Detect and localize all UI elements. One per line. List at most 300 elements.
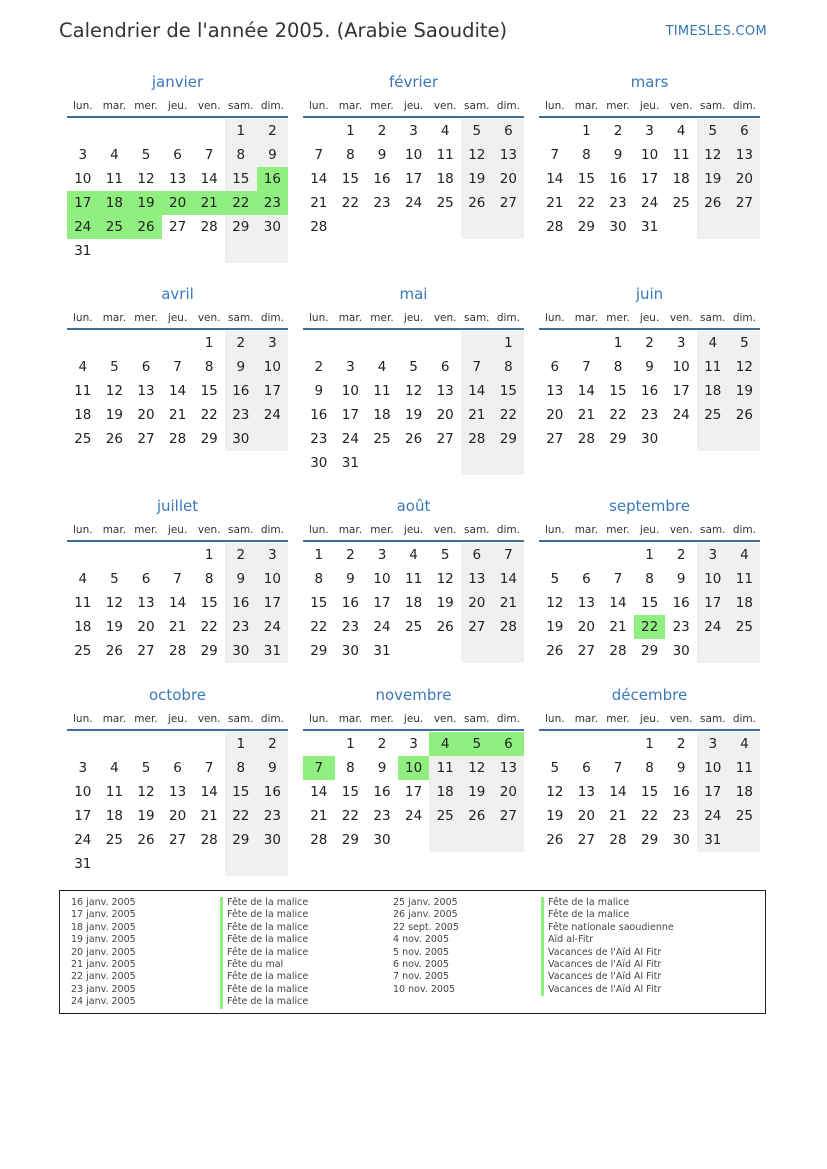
day-cell[interactable]: 2 — [225, 331, 257, 355]
day-cell[interactable]: 4 — [110, 760, 119, 776]
day-cell[interactable]: 3 — [78, 760, 88, 776]
day-cell[interactable]: 28 — [310, 219, 328, 235]
day-cell[interactable]: 5 — [461, 732, 493, 756]
day-cell[interactable]: 23 — [373, 195, 391, 211]
day-cell[interactable]: 3 — [257, 543, 289, 567]
day-cell[interactable]: 4 — [110, 147, 119, 163]
day-cell[interactable]: 17 — [672, 383, 690, 399]
day-cell[interactable]: 2 — [225, 543, 257, 567]
day-cell[interactable]: 13 — [436, 383, 454, 399]
day-cell[interactable]: 25 — [672, 195, 690, 211]
day-cell[interactable]: 1 — [613, 335, 623, 351]
day-cell[interactable]: 11 — [697, 355, 729, 379]
day-cell[interactable]: 8 — [204, 571, 214, 587]
day-cell[interactable]: 17 — [74, 808, 92, 824]
day-cell[interactable]: 10 — [257, 355, 289, 379]
day-cell[interactable]: 22 — [225, 804, 257, 828]
day-cell[interactable]: 27 — [169, 832, 187, 848]
day-cell[interactable]: 17 — [405, 784, 423, 800]
day-cell[interactable]: 10 — [398, 756, 430, 780]
day-cell[interactable]: 12 — [436, 571, 454, 587]
day-cell[interactable]: 23 — [225, 403, 257, 427]
day-cell[interactable]: 30 — [641, 431, 659, 447]
day-cell[interactable]: 28 — [546, 219, 564, 235]
day-cell[interactable]: 25 — [74, 643, 92, 659]
day-cell[interactable]: 2 — [257, 119, 289, 143]
day-cell[interactable]: 22 — [200, 407, 218, 423]
day-cell[interactable]: 17 — [341, 407, 359, 423]
day-cell[interactable]: 26 — [461, 191, 493, 215]
day-cell[interactable]: 8 — [493, 355, 525, 379]
day-cell[interactable]: 1 — [645, 547, 654, 563]
day-cell[interactable]: 9 — [645, 359, 654, 375]
day-cell[interactable]: 15 — [200, 383, 218, 399]
day-cell[interactable]: 27 — [493, 191, 525, 215]
day-cell[interactable]: 3 — [257, 331, 289, 355]
day-cell[interactable]: 5 — [697, 119, 729, 143]
day-cell[interactable]: 10 — [697, 756, 729, 780]
day-cell[interactable]: 25 — [697, 403, 729, 427]
day-cell[interactable]: 9 — [257, 756, 289, 780]
day-cell[interactable]: 29 — [225, 828, 257, 852]
day-cell[interactable]: 22 — [609, 407, 627, 423]
day-cell[interactable]: 13 — [137, 383, 155, 399]
day-cell[interactable]: 2 — [377, 123, 387, 139]
day-cell[interactable]: 21 — [577, 407, 595, 423]
day-cell[interactable]: 4 — [429, 732, 461, 756]
day-cell[interactable]: 12 — [546, 784, 564, 800]
day-cell[interactable]: 29 — [200, 431, 218, 447]
day-cell[interactable]: 17 — [697, 780, 729, 804]
day-cell[interactable]: 14 — [169, 595, 187, 611]
day-cell[interactable]: 22 — [493, 403, 525, 427]
day-cell[interactable]: 20 — [169, 808, 187, 824]
day-cell[interactable]: 6 — [582, 760, 591, 776]
day-cell[interactable]: 18 — [373, 407, 391, 423]
day-cell[interactable]: 5 — [110, 359, 119, 375]
day-cell[interactable]: 21 — [310, 808, 328, 824]
day-cell[interactable]: 6 — [493, 119, 525, 143]
day-cell[interactable]: 11 — [729, 756, 761, 780]
day-cell[interactable]: 13 — [169, 171, 187, 187]
day-cell[interactable]: 3 — [697, 543, 729, 567]
day-cell[interactable]: 17 — [641, 171, 659, 187]
day-cell[interactable]: 25 — [373, 431, 391, 447]
day-cell[interactable]: 26 — [729, 403, 761, 427]
day-cell[interactable]: 27 — [169, 219, 187, 235]
day-cell[interactable]: 19 — [546, 619, 564, 635]
day-cell[interactable]: 19 — [697, 167, 729, 191]
day-cell[interactable]: 17 — [257, 591, 289, 615]
day-cell[interactable]: 28 — [200, 832, 218, 848]
day-cell[interactable]: 22 — [310, 619, 328, 635]
day-cell[interactable]: 15 — [577, 171, 595, 187]
day-cell[interactable]: 12 — [461, 756, 493, 780]
day-cell[interactable]: 22 — [577, 195, 595, 211]
day-cell[interactable]: 4 — [78, 359, 88, 375]
day-cell[interactable]: 29 — [341, 832, 359, 848]
day-cell[interactable]: 9 — [377, 760, 387, 776]
day-cell[interactable]: 14 — [546, 171, 564, 187]
day-cell[interactable]: 5 — [141, 760, 151, 776]
day-cell[interactable]: 13 — [577, 784, 595, 800]
day-cell[interactable]: 11 — [105, 784, 123, 800]
day-cell[interactable]: 23 — [641, 407, 659, 423]
day-cell[interactable]: 10 — [697, 567, 729, 591]
day-cell[interactable]: 9 — [225, 567, 257, 591]
day-cell[interactable]: 8 — [613, 359, 623, 375]
day-cell[interactable]: 9 — [314, 383, 324, 399]
day-cell[interactable]: 30 — [341, 643, 359, 659]
day-cell[interactable]: 18 — [697, 379, 729, 403]
day-cell[interactable]: 23 — [257, 804, 289, 828]
day-cell[interactable]: 12 — [105, 595, 123, 611]
day-cell[interactable]: 12 — [405, 383, 423, 399]
day-cell[interactable]: 29 — [200, 643, 218, 659]
day-cell[interactable]: 29 — [493, 427, 525, 451]
day-cell[interactable]: 12 — [461, 143, 493, 167]
day-cell[interactable]: 11 — [105, 171, 123, 187]
day-cell[interactable]: 4 — [440, 123, 450, 139]
day-cell[interactable]: 31 — [74, 243, 92, 259]
day-cell[interactable]: 12 — [105, 383, 123, 399]
day-cell[interactable]: 11 — [436, 147, 454, 163]
day-cell[interactable]: 30 — [310, 455, 328, 471]
day-cell[interactable]: 24 — [697, 804, 729, 828]
day-cell[interactable]: 19 — [105, 619, 123, 635]
day-cell[interactable]: 10 — [405, 147, 423, 163]
day-cell[interactable]: 19 — [137, 808, 155, 824]
day-cell[interactable]: 3 — [409, 736, 418, 752]
day-cell[interactable]: 30 — [257, 828, 289, 852]
day-cell[interactable]: 14 — [609, 595, 627, 611]
day-cell[interactable]: 29 — [641, 643, 659, 659]
day-cell[interactable]: 3 — [645, 123, 654, 139]
day-cell[interactable]: 8 — [204, 359, 214, 375]
day-cell[interactable]: 26 — [130, 215, 162, 239]
day-cell[interactable]: 16 — [641, 383, 659, 399]
day-cell[interactable]: 23 — [225, 615, 257, 639]
day-cell[interactable]: 7 — [550, 147, 560, 163]
day-cell[interactable]: 19 — [105, 407, 123, 423]
day-cell[interactable]: 6 — [550, 359, 560, 375]
day-cell[interactable]: 19 — [405, 407, 423, 423]
day-cell[interactable]: 22 — [341, 808, 359, 824]
day-cell[interactable]: 27 — [137, 643, 155, 659]
day-cell[interactable]: 4 — [729, 543, 761, 567]
day-cell[interactable]: 15 — [200, 595, 218, 611]
day-cell[interactable]: 7 — [582, 359, 591, 375]
day-cell[interactable]: 28 — [169, 431, 187, 447]
day-cell[interactable]: 30 — [225, 639, 257, 663]
day-cell[interactable]: 16 — [310, 407, 328, 423]
day-cell[interactable]: 21 — [546, 195, 564, 211]
day-cell[interactable]: 13 — [729, 143, 761, 167]
day-cell[interactable]: 14 — [200, 171, 218, 187]
day-cell[interactable]: 19 — [461, 167, 493, 191]
day-cell[interactable]: 9 — [676, 760, 686, 776]
day-cell[interactable]: 19 — [130, 191, 162, 215]
day-cell[interactable]: 15 — [341, 784, 359, 800]
day-cell[interactable]: 31 — [373, 643, 391, 659]
day-cell[interactable]: 4 — [676, 123, 686, 139]
day-cell[interactable]: 17 — [257, 379, 289, 403]
day-cell[interactable]: 14 — [169, 383, 187, 399]
day-cell[interactable]: 30 — [225, 427, 257, 451]
day-cell[interactable]: 28 — [609, 643, 627, 659]
day-cell[interactable]: 4 — [78, 571, 88, 587]
day-cell[interactable]: 6 — [141, 571, 151, 587]
day-cell[interactable]: 29 — [310, 643, 328, 659]
day-cell[interactable]: 29 — [609, 431, 627, 447]
day-cell[interactable]: 23 — [609, 195, 627, 211]
day-cell[interactable]: 20 — [162, 191, 194, 215]
day-cell[interactable]: 15 — [310, 595, 328, 611]
day-cell[interactable]: 5 — [729, 331, 761, 355]
day-cell[interactable]: 11 — [672, 147, 690, 163]
day-cell[interactable]: 26 — [546, 832, 564, 848]
day-cell[interactable]: 27 — [436, 431, 454, 447]
day-cell[interactable]: 23 — [672, 619, 690, 635]
day-cell[interactable]: 18 — [672, 171, 690, 187]
day-cell[interactable]: 6 — [729, 119, 761, 143]
day-cell[interactable]: 29 — [577, 219, 595, 235]
day-cell[interactable]: 6 — [173, 760, 182, 776]
day-cell[interactable]: 6 — [440, 359, 450, 375]
day-cell[interactable]: 2 — [676, 547, 686, 563]
day-cell[interactable]: 4 — [377, 359, 387, 375]
day-cell[interactable]: 1 — [225, 119, 257, 143]
day-cell[interactable]: 9 — [257, 143, 289, 167]
day-cell[interactable]: 3 — [346, 359, 355, 375]
day-cell[interactable]: 2 — [613, 123, 623, 139]
day-cell[interactable]: 28 — [493, 615, 525, 639]
day-cell[interactable]: 14 — [200, 784, 218, 800]
day-cell[interactable]: 20 — [137, 619, 155, 635]
day-cell[interactable]: 27 — [546, 431, 564, 447]
day-cell[interactable]: 2 — [257, 732, 289, 756]
day-cell[interactable]: 7 — [173, 571, 182, 587]
day-cell[interactable]: 31 — [341, 455, 359, 471]
day-cell[interactable]: 4 — [697, 331, 729, 355]
day-cell[interactable]: 27 — [461, 615, 493, 639]
day-cell[interactable]: 29 — [641, 832, 659, 848]
day-cell[interactable]: 6 — [141, 359, 151, 375]
day-cell[interactable]: 10 — [341, 383, 359, 399]
day-cell[interactable]: 8 — [645, 760, 654, 776]
day-cell[interactable]: 23 — [341, 619, 359, 635]
day-cell[interactable]: 10 — [257, 567, 289, 591]
day-cell[interactable]: 7 — [204, 147, 214, 163]
day-cell[interactable]: 23 — [373, 808, 391, 824]
day-cell[interactable]: 7 — [461, 355, 493, 379]
day-cell[interactable]: 7 — [314, 147, 324, 163]
day-cell[interactable]: 14 — [310, 171, 328, 187]
day-cell[interactable]: 10 — [641, 147, 659, 163]
day-cell[interactable]: 1 — [225, 732, 257, 756]
day-cell[interactable]: 29 — [225, 215, 257, 239]
day-cell[interactable]: 24 — [405, 195, 423, 211]
day-cell[interactable]: 27 — [493, 804, 525, 828]
day-cell[interactable]: 2 — [645, 335, 654, 351]
day-cell[interactable]: 16 — [257, 780, 289, 804]
day-cell[interactable]: 15 — [225, 167, 257, 191]
day-cell[interactable]: 2 — [314, 359, 324, 375]
day-cell[interactable]: 17 — [697, 591, 729, 615]
brand-link[interactable]: TIMESLES.COM — [665, 24, 767, 39]
day-cell[interactable]: 14 — [609, 784, 627, 800]
day-cell[interactable]: 1 — [346, 123, 355, 139]
day-cell[interactable]: 25 — [729, 804, 761, 828]
day-cell[interactable]: 9 — [676, 571, 686, 587]
day-cell[interactable]: 26 — [105, 431, 123, 447]
day-cell[interactable]: 14 — [310, 784, 328, 800]
day-cell[interactable]: 7 — [493, 543, 525, 567]
day-cell[interactable]: 2 — [676, 736, 686, 752]
day-cell[interactable]: 27 — [137, 431, 155, 447]
day-cell[interactable]: 13 — [493, 756, 525, 780]
day-cell[interactable]: 13 — [169, 784, 187, 800]
day-cell[interactable]: 1 — [204, 547, 214, 563]
day-cell[interactable]: 16 — [225, 591, 257, 615]
day-cell[interactable]: 14 — [461, 379, 493, 403]
day-cell[interactable]: 25 — [105, 832, 123, 848]
day-cell[interactable]: 19 — [461, 780, 493, 804]
day-cell[interactable]: 13 — [546, 383, 564, 399]
day-cell[interactable]: 31 — [697, 828, 729, 852]
day-cell[interactable]: 27 — [577, 832, 595, 848]
day-cell[interactable]: 5 — [141, 147, 151, 163]
day-cell[interactable]: 31 — [74, 856, 92, 872]
day-cell[interactable]: 26 — [436, 619, 454, 635]
day-cell[interactable]: 28 — [577, 431, 595, 447]
day-cell[interactable]: 5 — [440, 547, 450, 563]
day-cell[interactable]: 24 — [672, 407, 690, 423]
day-cell[interactable]: 21 — [609, 619, 627, 635]
day-cell[interactable]: 11 — [429, 756, 461, 780]
day-cell[interactable]: 5 — [550, 571, 560, 587]
day-cell[interactable]: 22 — [634, 615, 666, 639]
day-cell[interactable]: 17 — [373, 595, 391, 611]
day-cell[interactable]: 18 — [99, 191, 131, 215]
day-cell[interactable]: 17 — [405, 171, 423, 187]
day-cell[interactable]: 25 — [429, 804, 461, 828]
day-cell[interactable]: 26 — [697, 191, 729, 215]
day-cell[interactable]: 13 — [577, 595, 595, 611]
day-cell[interactable]: 20 — [436, 407, 454, 423]
day-cell[interactable]: 10 — [373, 571, 391, 587]
day-cell[interactable]: 1 — [314, 547, 324, 563]
day-cell[interactable]: 26 — [546, 643, 564, 659]
day-cell[interactable]: 28 — [310, 832, 328, 848]
day-cell[interactable]: 3 — [409, 123, 418, 139]
day-cell[interactable]: 15 — [225, 780, 257, 804]
day-cell[interactable]: 7 — [204, 760, 214, 776]
day-cell[interactable]: 24 — [697, 615, 729, 639]
day-cell[interactable]: 1 — [582, 123, 591, 139]
day-cell[interactable]: 19 — [436, 595, 454, 611]
day-cell[interactable]: 21 — [461, 403, 493, 427]
day-cell[interactable]: 24 — [341, 431, 359, 447]
day-cell[interactable]: 16 — [373, 784, 391, 800]
day-cell[interactable]: 13 — [137, 595, 155, 611]
day-cell[interactable]: 11 — [74, 383, 92, 399]
day-cell[interactable]: 26 — [461, 804, 493, 828]
day-cell[interactable]: 24 — [74, 832, 92, 848]
day-cell[interactable]: 19 — [546, 808, 564, 824]
day-cell[interactable]: 15 — [493, 379, 525, 403]
day-cell[interactable]: 21 — [169, 619, 187, 635]
day-cell[interactable]: 10 — [74, 784, 92, 800]
day-cell[interactable]: 12 — [697, 143, 729, 167]
day-cell[interactable]: 9 — [346, 571, 355, 587]
day-cell[interactable]: 8 — [346, 760, 355, 776]
day-cell[interactable]: 4 — [409, 547, 418, 563]
day-cell[interactable]: 24 — [641, 195, 659, 211]
day-cell[interactable]: 24 — [257, 403, 289, 427]
day-cell[interactable]: 24 — [257, 615, 289, 639]
day-cell[interactable]: 2 — [346, 547, 355, 563]
day-cell[interactable]: 26 — [137, 832, 155, 848]
day-cell[interactable]: 27 — [577, 643, 595, 659]
day-cell[interactable]: 7 — [613, 571, 623, 587]
day-cell[interactable]: 20 — [729, 167, 761, 191]
day-cell[interactable]: 20 — [546, 407, 564, 423]
day-cell[interactable]: 11 — [373, 383, 391, 399]
day-cell[interactable]: 11 — [729, 567, 761, 591]
day-cell[interactable]: 8 — [225, 143, 257, 167]
day-cell[interactable]: 8 — [314, 571, 324, 587]
day-cell[interactable]: 20 — [577, 808, 595, 824]
day-cell[interactable]: 8 — [582, 147, 591, 163]
day-cell[interactable]: 18 — [429, 780, 461, 804]
day-cell[interactable]: 3 — [78, 147, 88, 163]
day-cell[interactable]: 25 — [405, 619, 423, 635]
day-cell[interactable]: 30 — [672, 643, 690, 659]
day-cell[interactable]: 21 — [200, 808, 218, 824]
day-cell[interactable]: 22 — [341, 195, 359, 211]
day-cell[interactable]: 1 — [204, 335, 214, 351]
day-cell[interactable]: 20 — [493, 780, 525, 804]
day-cell[interactable]: 18 — [74, 619, 92, 635]
day-cell[interactable]: 16 — [672, 784, 690, 800]
day-cell[interactable]: 21 — [609, 808, 627, 824]
day-cell[interactable]: 16 — [225, 379, 257, 403]
day-cell[interactable]: 16 — [341, 595, 359, 611]
day-cell[interactable]: 9 — [613, 147, 623, 163]
day-cell[interactable]: 19 — [729, 379, 761, 403]
day-cell[interactable]: 3 — [676, 335, 686, 351]
day-cell[interactable]: 11 — [74, 595, 92, 611]
day-cell[interactable]: 8 — [346, 147, 355, 163]
day-cell[interactable]: 28 — [200, 219, 218, 235]
day-cell[interactable]: 1 — [493, 331, 525, 355]
day-cell[interactable]: 18 — [405, 595, 423, 611]
day-cell[interactable]: 4 — [729, 732, 761, 756]
day-cell[interactable]: 6 — [582, 571, 591, 587]
day-cell[interactable]: 11 — [405, 571, 423, 587]
day-cell[interactable]: 31 — [257, 639, 289, 663]
day-cell[interactable]: 20 — [461, 591, 493, 615]
day-cell[interactable]: 25 — [729, 615, 761, 639]
day-cell[interactable]: 21 — [169, 407, 187, 423]
day-cell[interactable]: 28 — [461, 427, 493, 451]
day-cell[interactable]: 18 — [729, 780, 761, 804]
day-cell[interactable]: 27 — [729, 191, 761, 215]
day-cell[interactable]: 18 — [436, 171, 454, 187]
day-cell[interactable]: 18 — [729, 591, 761, 615]
day-cell[interactable]: 3 — [377, 547, 387, 563]
